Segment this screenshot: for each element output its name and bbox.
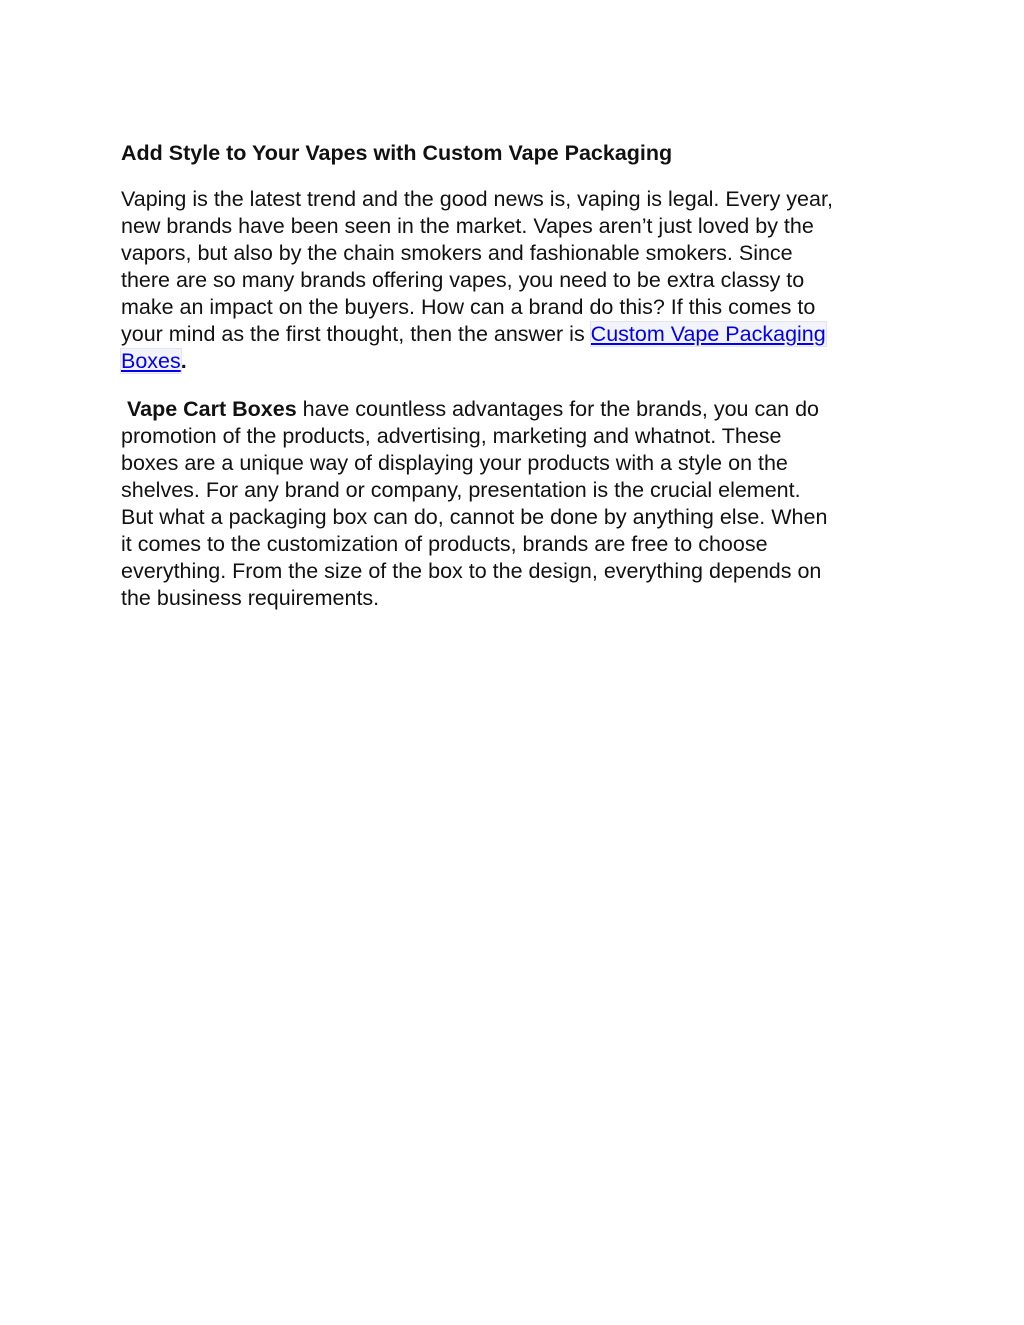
custom-vape-packaging-link-continued[interactable]: Boxes xyxy=(121,349,181,373)
vape-cart-boxes-bold: Vape Cart Boxes xyxy=(126,397,297,421)
paragraph-line: Vaping is the latest trend and the good news is, vaping is legal. Every year, xyxy=(121,187,833,211)
paragraph-line: shelves. For any brand or company, presentation is the crucial element. xyxy=(121,478,801,502)
paragraph-line-text: have countless advantages for the brands, you can do xyxy=(296,397,820,421)
paragraph-vape-cart-boxes xyxy=(121,396,901,612)
paragraph-line: it comes to the customization of products, brands are free to choose xyxy=(121,532,768,556)
custom-vape-packaging-link[interactable]: Custom Vape Packaging xyxy=(590,322,826,346)
paragraph-line-text: your mind as the first thought, then the answer is xyxy=(121,322,591,346)
trailing-period: . xyxy=(180,349,187,373)
paragraph-line-with-link xyxy=(121,348,901,375)
paragraph-intro xyxy=(121,186,901,375)
paragraph-line: But what a packaging box can do, cannot be done by anything else. When xyxy=(121,505,828,529)
paragraph-line: new brands have been seen in the market. Vapes aren’t just loved by the xyxy=(121,214,814,238)
article-heading: Add Style to Your Vapes with Custom Vape Packaging xyxy=(121,141,673,165)
paragraph-line: everything. From the size of the box to the design, everything depends on xyxy=(121,559,822,583)
paragraph-line: promotion of the products, advertising, marketing and whatnot. These xyxy=(121,424,782,448)
paragraph-line: the business requirements. xyxy=(121,586,380,610)
paragraph-line-with-link xyxy=(121,321,901,348)
paragraph-line: make an impact on the buyers. How can a brand do this? If this comes to xyxy=(121,295,816,319)
paragraph-line: vapors, but also by the chain smokers and fashionable smokers. Since xyxy=(121,241,793,265)
paragraph-line: there are so many brands offering vapes, you need to be extra classy to xyxy=(121,268,805,292)
paragraph-line xyxy=(121,396,901,423)
document-page xyxy=(121,138,901,612)
paragraph-line: boxes are a unique way of displaying your products with a style on the xyxy=(121,451,788,475)
